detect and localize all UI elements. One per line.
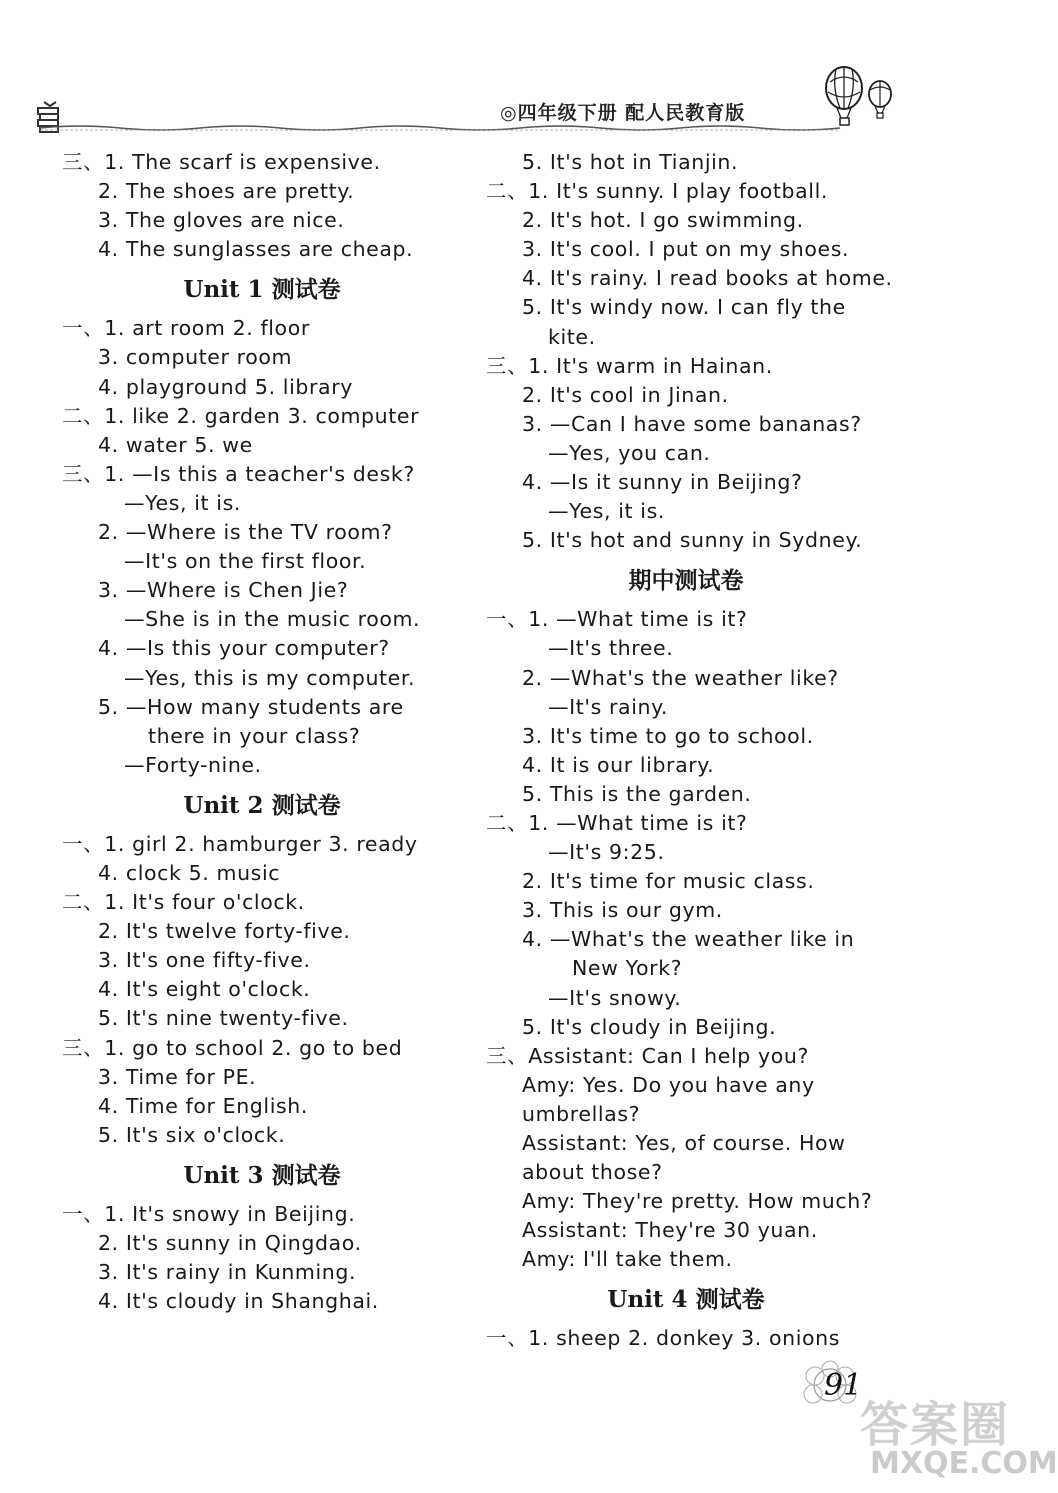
answer-line: 二、1. like 2. garden 3. computer: [62, 403, 420, 428]
answer-line: 4. It's rainy. I read books at home.: [522, 266, 893, 291]
answer-line: umbrellas?: [522, 1101, 641, 1126]
answer-line: 一、1. It's snowy in Beijing.: [62, 1201, 356, 1226]
answer-line: 3. It's cool. I put on my shoes.: [522, 237, 850, 262]
answer-line: 3. —Can I have some bananas?: [522, 411, 862, 436]
answer-line: 3. computer room: [98, 345, 293, 370]
hot-air-balloons-icon: [820, 66, 900, 136]
answer-line: —She is in the music room.: [124, 607, 421, 632]
answer-line: 2. It's time for music class.: [522, 869, 815, 894]
answer-line: 4. —Is it sunny in Beijing?: [522, 470, 803, 495]
answer-line: 3. It's time to go to school.: [522, 723, 814, 748]
watermark-url: MXQE.COM: [870, 1446, 1058, 1481]
answer-line: about those?: [522, 1160, 663, 1185]
section-heading: Unit 1 测试卷: [183, 276, 341, 304]
answer-line: 2. The shoes are pretty.: [98, 179, 355, 204]
answer-line: —It's three.: [548, 636, 674, 661]
answer-line: 3. The gloves are nice.: [98, 208, 345, 233]
answer-line: —It's 9:25.: [548, 840, 665, 865]
answer-line: there in your class?: [148, 723, 361, 748]
answer-line: Amy: Yes. Do you have any: [522, 1072, 815, 1097]
answer-line: 二、1. —What time is it?: [486, 810, 748, 835]
answer-line: 三、1. go to school 2. go to bed: [62, 1035, 403, 1060]
answer-line: Amy: I'll take them.: [522, 1247, 733, 1272]
answer-line: —It's rainy.: [548, 694, 669, 719]
answer-line: 5. It's windy now. I can fly the: [522, 295, 846, 320]
answer-line: 4. The sunglasses are cheap.: [98, 237, 414, 262]
answer-line: 二、1. It's four o'clock.: [62, 890, 305, 915]
section-heading: 期中测试卷: [628, 567, 744, 595]
answer-line: 3. It's one fifty-five.: [98, 948, 311, 973]
page-header: [0, 0, 1000, 150]
answer-line: Amy: They're pretty. How much?: [522, 1189, 873, 1214]
answer-line: 4. Time for English.: [98, 1093, 309, 1118]
answer-line: —Yes, it is.: [548, 499, 665, 524]
header-rule: [40, 122, 840, 132]
answer-line: 一、1. —What time is it?: [486, 607, 748, 632]
answer-line: 4. It's eight o'clock.: [98, 977, 311, 1002]
answer-line: 2. It's hot. I go swimming.: [522, 208, 804, 233]
watermark-logo: 答案圈: [860, 1397, 1011, 1453]
answer-line: Assistant: They're 30 yuan.: [522, 1218, 818, 1243]
answer-line: 5. It's nine twenty-five.: [98, 1006, 349, 1031]
left-column: [62, 148, 462, 1316]
page-number: 91: [824, 1368, 863, 1403]
answer-line: 4. clock 5. music: [98, 860, 281, 885]
answer-line: Assistant: Yes, of course. How: [522, 1131, 846, 1155]
answer-line: 4. —Is this your computer?: [98, 636, 390, 661]
answer-line: 4. water 5. we: [98, 432, 253, 457]
answer-line: 4. It is our library.: [522, 752, 715, 777]
answer-line: 3. It's rainy in Kunming.: [98, 1260, 357, 1285]
answer-line: 3. This is our gym.: [522, 898, 723, 923]
answer-line: —Yes, this is my computer.: [124, 665, 416, 690]
answer-line: 三、Assistant: Can I help you?: [486, 1043, 809, 1068]
header-title: ◎四年级下册 配人民教育版: [500, 102, 746, 124]
answer-line: 2. It's cool in Jinan.: [522, 382, 729, 407]
answer-line: —It's on the first floor.: [124, 549, 367, 574]
answer-line: —It's snowy.: [548, 985, 682, 1010]
answer-line: 4. playground 5. library: [98, 374, 353, 399]
answer-line: kite.: [548, 324, 596, 349]
answer-line: 二、1. It's sunny. I play football.: [486, 179, 828, 204]
answer-line: 4. —What's the weather like in: [522, 927, 855, 952]
answer-line: 2. It's twelve forty-five.: [98, 919, 351, 944]
answer-line: 3. Time for PE.: [98, 1064, 257, 1089]
answer-line: 5. It's cloudy in Beijing.: [522, 1014, 777, 1039]
answer-line: 5. It's hot in Tianjin.: [522, 150, 739, 174]
answer-line: 一、1. art room 2. floor: [62, 316, 310, 341]
section-heading: Unit 4 测试卷: [607, 1286, 765, 1314]
section-heading: Unit 3 测试卷: [183, 1161, 341, 1189]
answer-line: 4. It's cloudy in Shanghai.: [98, 1289, 379, 1314]
answer-line: 5. This is the garden.: [522, 781, 752, 806]
answer-line: New York?: [572, 956, 683, 981]
right-column: [486, 148, 893, 1354]
answer-line: 三、1. —Is this a teacher's desk?: [62, 461, 415, 486]
answer-line: 5. It's six o'clock.: [98, 1122, 286, 1147]
answer-line: 一、1. sheep 2. donkey 3. onions: [486, 1326, 841, 1351]
section-heading: Unit 2 测试卷: [183, 791, 341, 819]
answer-line: 三、1. It's warm in Hainan.: [486, 353, 773, 378]
answer-line: —Yes, it is.: [124, 490, 241, 515]
answer-line: 5. —How many students are: [98, 694, 404, 719]
answer-line: —Forty-nine.: [124, 752, 262, 777]
answer-line: 3. —Where is Chen Jie?: [98, 578, 349, 603]
answer-line: 2. It's sunny in Qingdao.: [98, 1231, 362, 1255]
answer-line: 2. —What's the weather like?: [522, 665, 839, 690]
answer-line: 2. —Where is the TV room?: [98, 520, 393, 545]
answer-line: —Yes, you can.: [548, 440, 711, 465]
answer-line: 三、1. The scarf is expensive.: [62, 150, 381, 174]
answer-line: 一、1. girl 2. hamburger 3. ready: [62, 831, 418, 856]
answer-line: 5. It's hot and sunny in Sydney.: [522, 528, 863, 553]
